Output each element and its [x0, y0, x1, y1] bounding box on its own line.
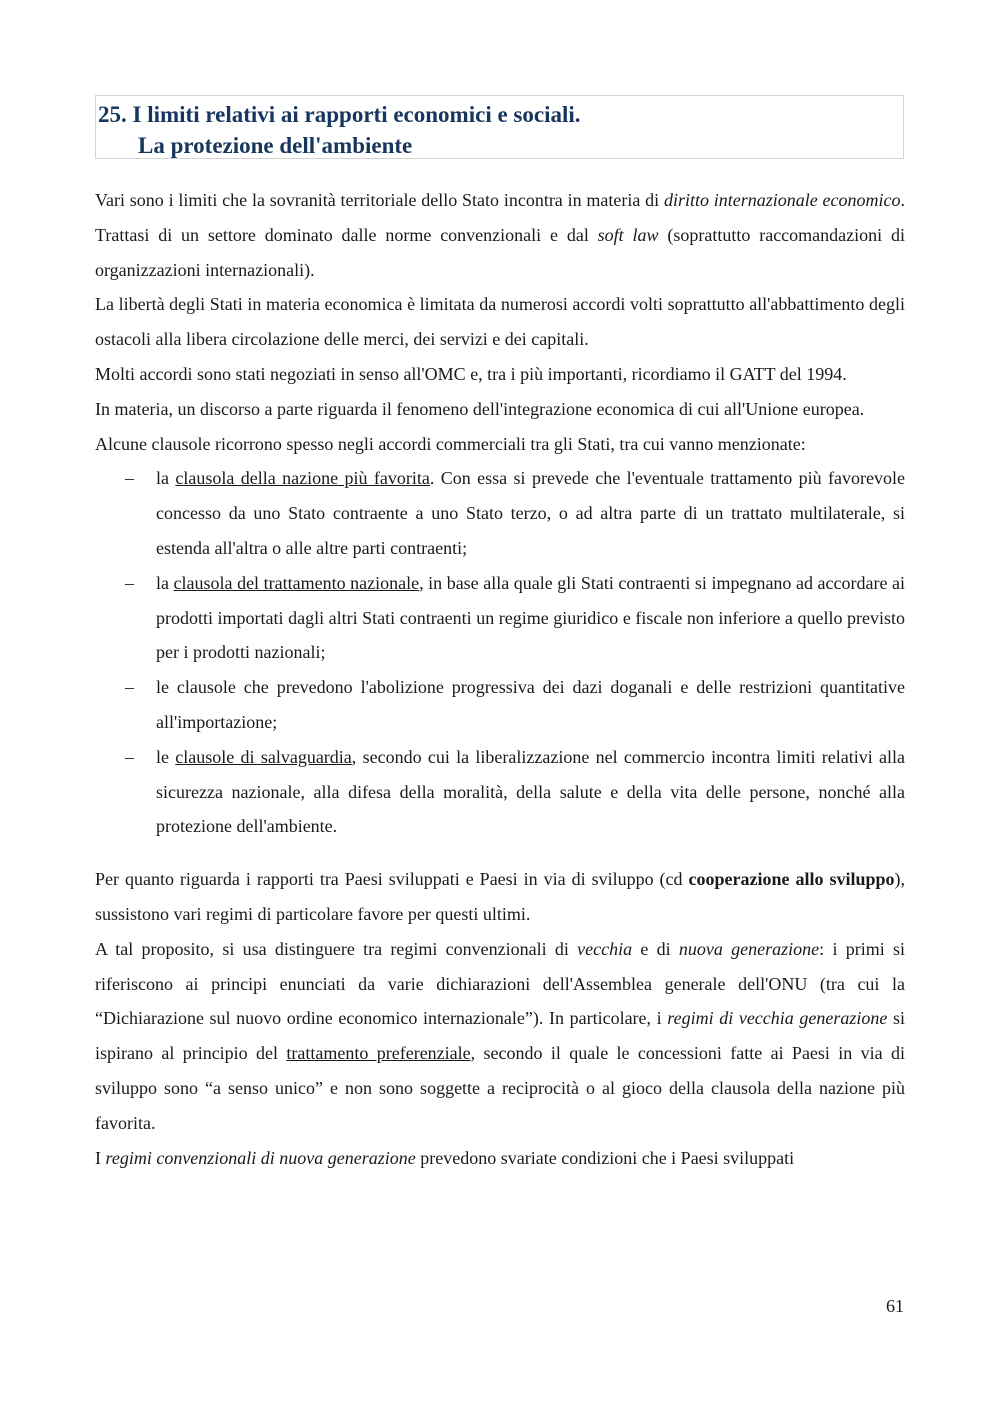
list-item: [95, 566, 905, 670]
list-item-text-pre: la: [156, 572, 174, 593]
section-heading: [95, 95, 904, 159]
paragraph-7: [95, 932, 905, 1141]
paragraph-7-italic-nuova: nuova generazione: [678, 938, 820, 959]
heading-line-2: La protezione dell'ambiente: [138, 133, 413, 158]
paragraph-2: La libertà degli Stati in materia economica è limitata da numerosi accordi volti soprattutto all'abbattimento degli ostacoli alla libera circolazione delle merci, dei servizi e dei capitali.: [95, 294, 905, 350]
paragraph-8: [95, 1141, 905, 1176]
list-item: [95, 670, 905, 740]
list-item: [95, 740, 905, 844]
paragraph-1-italic-soft-law: soft law: [597, 224, 659, 245]
dash-bullet: –: [125, 746, 134, 767]
list-item-text-post: , in base alla quale gli Stati contraenti si impegnano ad accordare ai prodotti importati dagli altri Stati contraenti un regime giuridico e fiscale non inferiore a quello previsto per i prodotti nazionali;: [156, 572, 905, 663]
paragraph-8-italic-term: regimi convenzionali di nuova generazione: [105, 1147, 416, 1168]
paragraph-6: [95, 862, 905, 932]
list-item-underlined-term: clausole di salvaguardia: [175, 746, 352, 767]
paragraph-7-italic-regimi: regimi di vecchia generazione: [667, 1008, 888, 1029]
paragraph-6-text-c: ), sussistono vari regimi di particolare favore per questi ultimi.: [95, 869, 905, 924]
paragraph-4: In materia, un discorso a parte riguarda il fenomeno dell'integrazione economica di cui all'Unione europea.: [95, 398, 865, 419]
page-number: 61: [886, 1296, 904, 1316]
paragraph-1-text-a: Vari sono i limiti che la sovranità territoriale dello Stato incontra in materia di: [95, 190, 664, 210]
paragraph-7-italic-vecchia: vecchia: [577, 938, 633, 959]
paragraph-7-text-c: e di: [632, 938, 679, 959]
dash-bullet: –: [125, 572, 134, 593]
paragraph-8-text-c: prevedono svariate condizioni che i Paesi sviluppati: [415, 1147, 795, 1168]
list-item: [95, 461, 905, 565]
list-item-text-pre: la: [156, 468, 176, 489]
list-item-text-post: . Con essa si prevede che l'eventuale trattamento più favorevole concesso da uno Stato contraente a uno Stato terzo, o ad altra parte di un trattato multilaterale, si estenda all'altra o alle altre parti contraenti;: [156, 468, 905, 558]
list-item-underlined-term: clausola della nazione più favorita: [175, 468, 430, 489]
paragraph-5: Alcune clausole ricorrono spesso negli accordi commerciali tra gli Stati, tra cui vanno menzionate:: [95, 433, 806, 454]
paragraph-8-text-a: I: [95, 1147, 106, 1168]
paragraph-7-text-a: A tal proposito, si usa distinguere tra regimi convenzionali di: [95, 938, 578, 959]
list-item-text: le clausole che prevedono l'abolizione progressiva dei dazi doganali e delle restrizioni quantitative all'importazione;: [156, 677, 905, 732]
paragraph-1-text-e: (soprattutto raccomandazioni di organizzazioni internazionali).: [95, 224, 905, 280]
list-item-text-post: , secondo cui la liberalizzazione nel commercio incontra limiti relativi alla sicurezza nazionale, alla difesa della moralità, della salute e della vita delle persone, nonché alla protezione dell'ambiente.: [156, 746, 905, 837]
heading-line-1: 25. I limiti relativi ai rapporti economici e sociali.: [98, 102, 581, 127]
paragraph-7-underlined-term: trattamento preferenziale: [286, 1043, 471, 1064]
paragraph-3: Molti accordi sono stati negoziati in senso all'OMC e, tra i più importanti, ricordiamo il GATT del 1994.: [95, 363, 847, 384]
paragraph-6-bold-term: cooperazione allo sviluppo: [688, 869, 895, 890]
dash-bullet: –: [125, 677, 134, 698]
paragraph-6-text-a: Per quanto riguarda i rapporti tra Paesi sviluppati e Paesi in via di sviluppo (cd: [95, 869, 689, 890]
paragraph-7-text-e: : i primi si riferiscono ai principi enunciati da varie dichiarazioni dell'Assemblea generale dell'ONU (tra cui la “Dichiarazione sul nuovo ordine economico internazionale”). In particolare, i: [95, 938, 905, 1029]
paragraph-7-text-g: si ispirano al principio del: [95, 1008, 906, 1064]
paragraph-1: [95, 183, 905, 287]
paragraph-1-text-c: . Trattasi di un settore dominato dalle norme convenzionali e dal: [95, 190, 906, 245]
list-item-text-pre: le: [156, 746, 176, 767]
clause-list: [95, 461, 905, 862]
list-item-underlined-term: clausola del trattamento nazionale: [173, 572, 420, 593]
paragraph-1-italic-term: diritto internazionale economico: [663, 190, 901, 210]
paragraph-7-text-i: , secondo il quale le concessioni fatte ai Paesi in via di sviluppo sono “a senso unico” e non sono soggette a reciprocità o al gioco della clausola della nazione più favorita.: [95, 1043, 905, 1133]
dash-bullet: –: [125, 468, 134, 489]
body-text: [95, 183, 905, 1175]
